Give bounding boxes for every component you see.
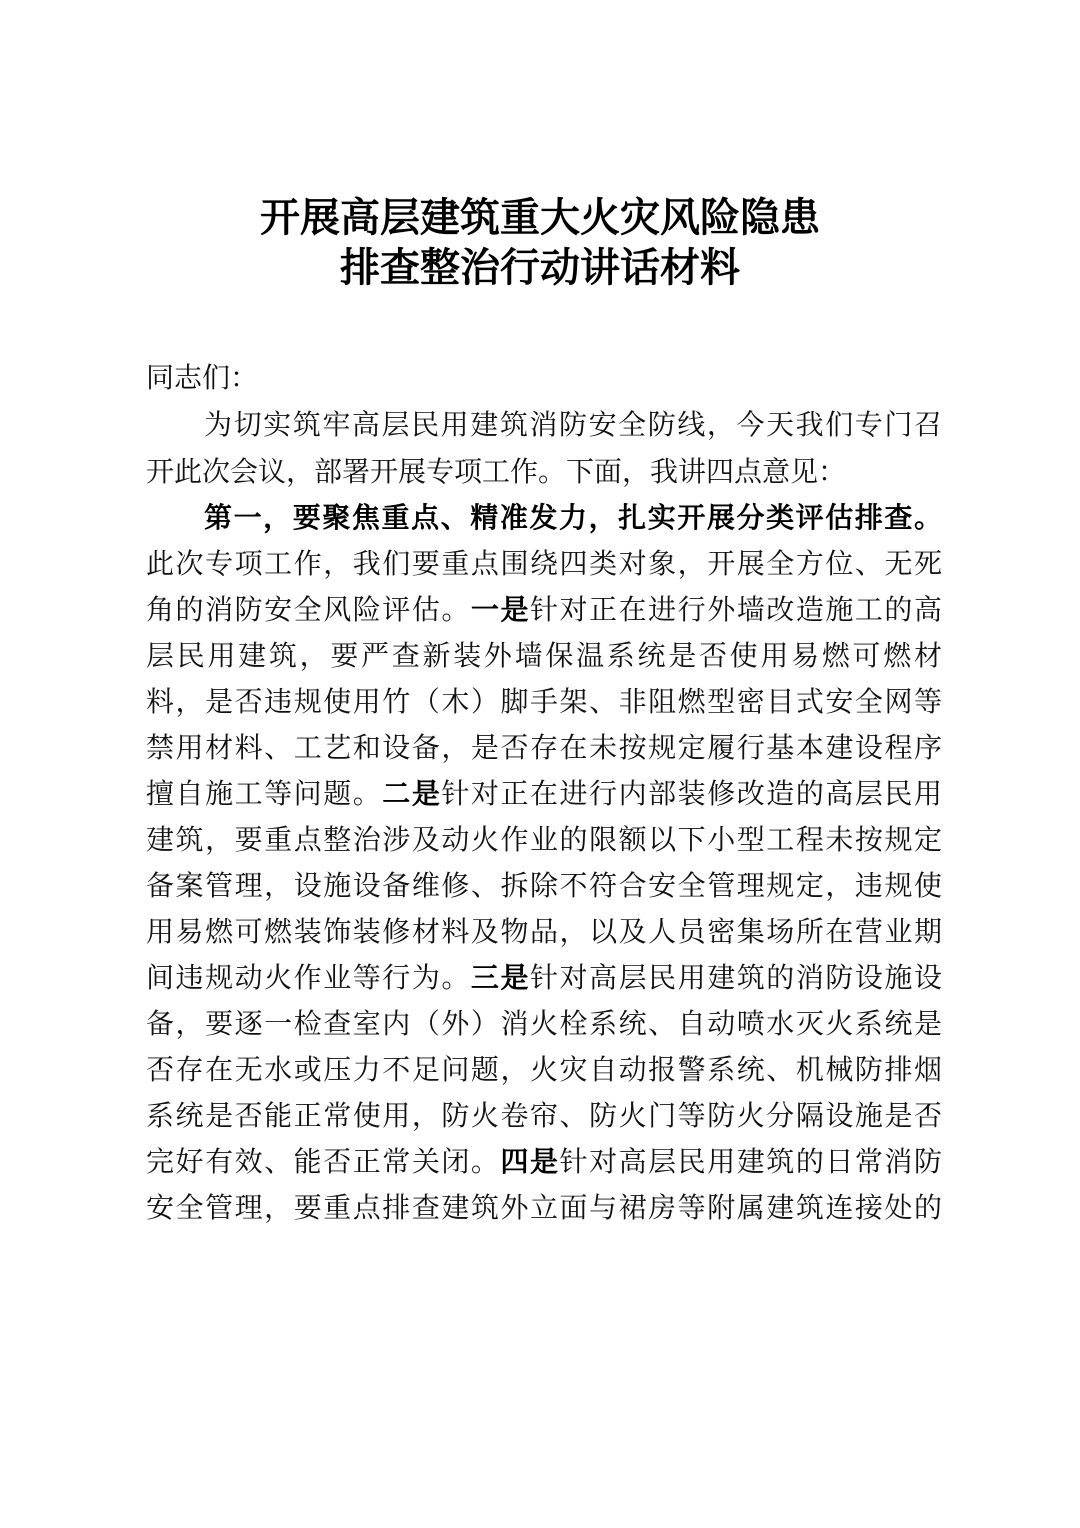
- emphasis-marker: 三是: [470, 961, 530, 994]
- intro-line-1: 为切实筑牢高层民用建筑消防安全防线，今天我们专门召: [204, 408, 942, 441]
- body-text: 擅自施工等问题。: [146, 777, 383, 810]
- body-line: [146, 955, 942, 1001]
- body-line: [146, 587, 942, 633]
- body-text: 安全管理，要重点排查建筑外立面与裙房等附属建筑连接处的: [146, 1191, 942, 1224]
- body-text: 禁用材料、工艺和设备，是否存在未按规定履行基本建设程序: [146, 731, 942, 764]
- body-text: 针对高层民用建筑的日常消防: [559, 1145, 942, 1178]
- body-line: [146, 909, 942, 955]
- body-text: 针对高层民用建筑的消防设施设: [529, 961, 942, 994]
- title-line-1: 开展高层建筑重大火灾风险隐患: [260, 194, 820, 241]
- body-line: [146, 1093, 942, 1139]
- body-text: 针对正在进行外墙改造施工的高: [529, 593, 942, 626]
- body-line: [146, 1001, 942, 1047]
- salutation: 同志们：: [146, 361, 259, 394]
- body-text: 系统是否能正常使用，防火卷帘、防火门等防火分隔设施是否: [146, 1099, 942, 1132]
- body-text: 备，要逐一检查室内（外）消火栓系统、自动喷水灭火系统是: [146, 1007, 942, 1040]
- title-line-2: 排查整治行动讲话材料: [340, 244, 740, 291]
- body-text: 间违规动火作业等行为。: [146, 961, 471, 994]
- section-1-heading: 第一，要聚焦重点、精准发力，扎实开展分类评估排查。: [204, 501, 942, 534]
- body-text: 此次专项工作，我们要重点围绕四类对象，开展全方位、无死: [146, 547, 942, 580]
- body-text: 建筑，要重点整治涉及动火作业的限额以下小型工程未按规定: [146, 823, 942, 856]
- body-text: 完好有效、能否正常关闭。: [146, 1145, 501, 1178]
- body-line: [146, 725, 942, 771]
- body-line: [146, 863, 942, 909]
- intro-line-2: 开此次会议，部署开展专项工作。下面，我讲四点意见：: [146, 455, 847, 488]
- body-text: 否存在无水或压力不足问题，火灾自动报警系统、机械防排烟: [146, 1053, 942, 1086]
- body-text: 角的消防安全风险评估。: [146, 593, 471, 626]
- body-text: 备案管理，设施设备维修、拆除不符合安全管理规定，违规使: [146, 869, 942, 902]
- body-line: [146, 1047, 942, 1093]
- body-text: 用易燃可燃装饰装修材料及物品，以及人员密集场所在营业期: [146, 915, 942, 948]
- body-line: [146, 1185, 942, 1231]
- emphasis-marker: 二是: [382, 777, 442, 810]
- body-line: [146, 1139, 942, 1185]
- body-line: [146, 633, 942, 679]
- emphasis-marker: 四是: [500, 1145, 560, 1178]
- body-line: [146, 771, 942, 817]
- emphasis-marker: 一是: [470, 593, 530, 626]
- body-line: [146, 679, 942, 725]
- body-text: 层民用建筑，要严查新装外墙保温系统是否使用易燃可燃材: [146, 639, 942, 672]
- body-text: 针对正在进行内部装修改造的高层民用: [441, 777, 942, 810]
- body-line: [146, 541, 942, 587]
- body-text: 料，是否违规使用竹（木）脚手架、非阻燃型密目式安全网等: [146, 685, 942, 718]
- body-line: [146, 817, 942, 863]
